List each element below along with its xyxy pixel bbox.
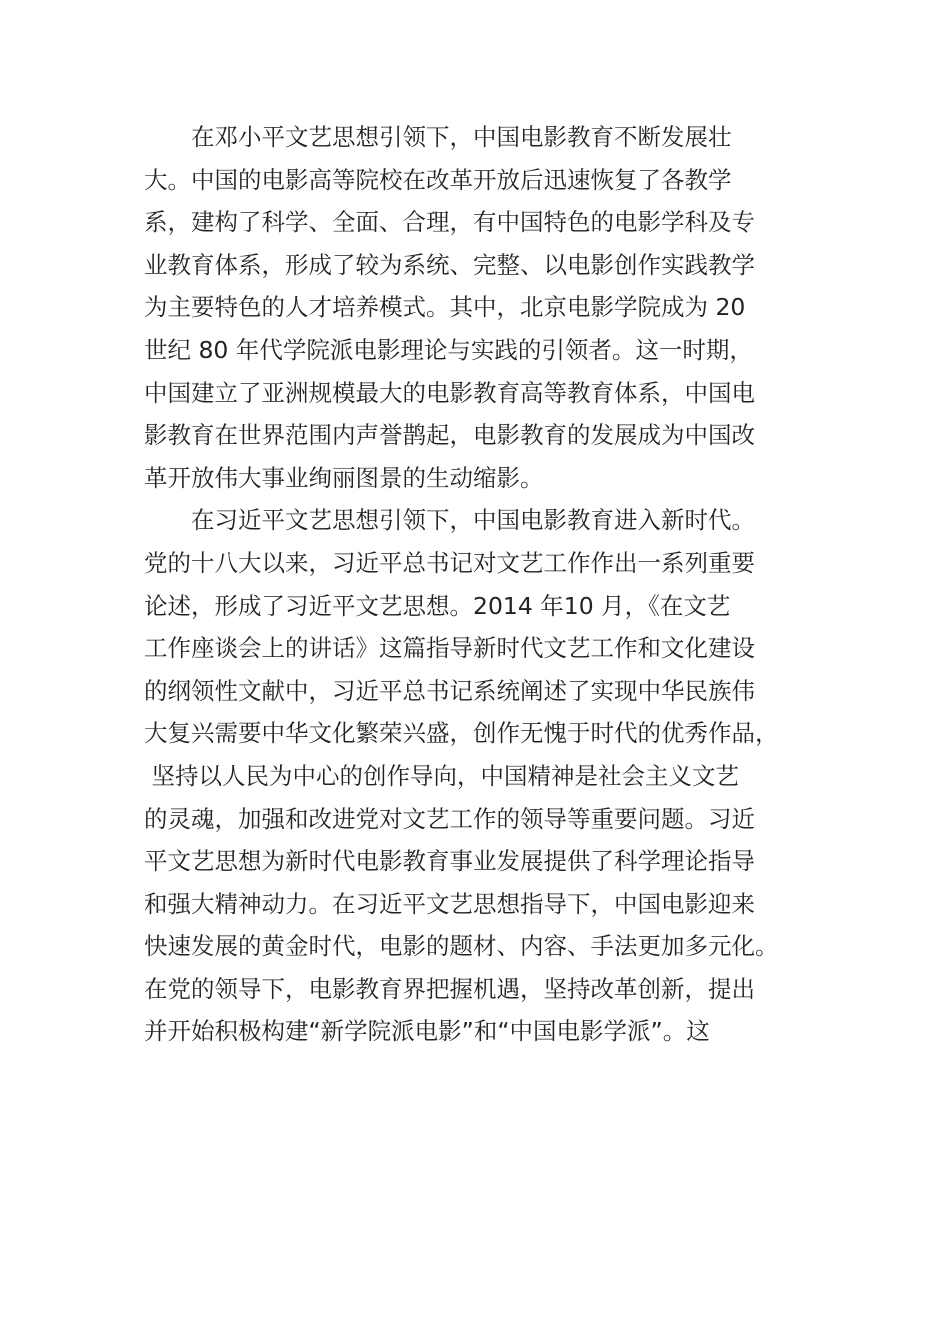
text-line: 在邓小平文艺思想引领下，中国电影教育不断发展壮 (144, 123, 732, 151)
text-line: 中国建立了亚洲规模最大的电影教育高等教育体系，中国电 (144, 378, 755, 407)
text-line: 快速发展的黄金时代，电影的题材、内容、手法更加多元化。 (144, 932, 779, 961)
text-line: 系，建构了科学、全面、合理，有中国特色的电影学科及专 (144, 208, 755, 237)
text-line: 工作座谈会上的讲话》这篇指导新时代文艺工作和文化建设 (144, 634, 755, 663)
text-line: 大。中国的电影高等院校在改革开放后迅速恢复了各教学 (144, 165, 732, 194)
text-line: 为主要特色的人才培养模式。其中，北京电影学院成为 20 (144, 293, 746, 322)
text-line: 在习近平文艺思想引领下，中国电影教育进入新时代。 (144, 506, 755, 535)
text-line: 和强大精神动力。在习近平文艺思想指导下，中国电影迎来 (144, 889, 755, 918)
body-text (144, 116, 824, 1053)
text-line: 影教育在世界范围内声誉鹊起，电影教育的发展成为中国改 (144, 421, 755, 450)
text-line: 大复兴需要中华文化繁荣兴盛，创作无愧于时代的优秀作品， (144, 719, 779, 748)
text-line: 业教育体系，形成了较为系统、完整、以电影创作实践教学 (144, 250, 755, 279)
text-line: 坚持以人民为中心的创作导向，中国精神是社会主义文艺 (144, 761, 739, 790)
text-line: 论述，形成了习近平文艺思想。2014 年10 月，《在文艺 (144, 591, 731, 620)
text-line: 的纲领性文献中，习近平总书记系统阐述了实现中华民族伟 (144, 676, 755, 705)
text-line: 的灵魂，加强和改进党对文艺工作的领导等重要问题。习近 (144, 804, 755, 833)
text-line: 世纪 80 年代学院派电影理论与实践的引领者。这一时期， (144, 335, 753, 364)
text-line: 并开始积极构建“新学院派电影”和“中国电影学派”。这 (144, 1017, 710, 1046)
text-line: 平文艺思想为新时代电影教育事业发展提供了科学理论指导 (144, 847, 755, 876)
text-line: 在党的领导下，电影教育界把握机遇，坚持改革创新，提出 (144, 974, 755, 1003)
text-line: 党的十八大以来，习近平总书记对文艺工作作出一系列重要 (144, 548, 755, 577)
text-line: 革开放伟大事业绚丽图景的生动缩影。 (144, 463, 544, 492)
